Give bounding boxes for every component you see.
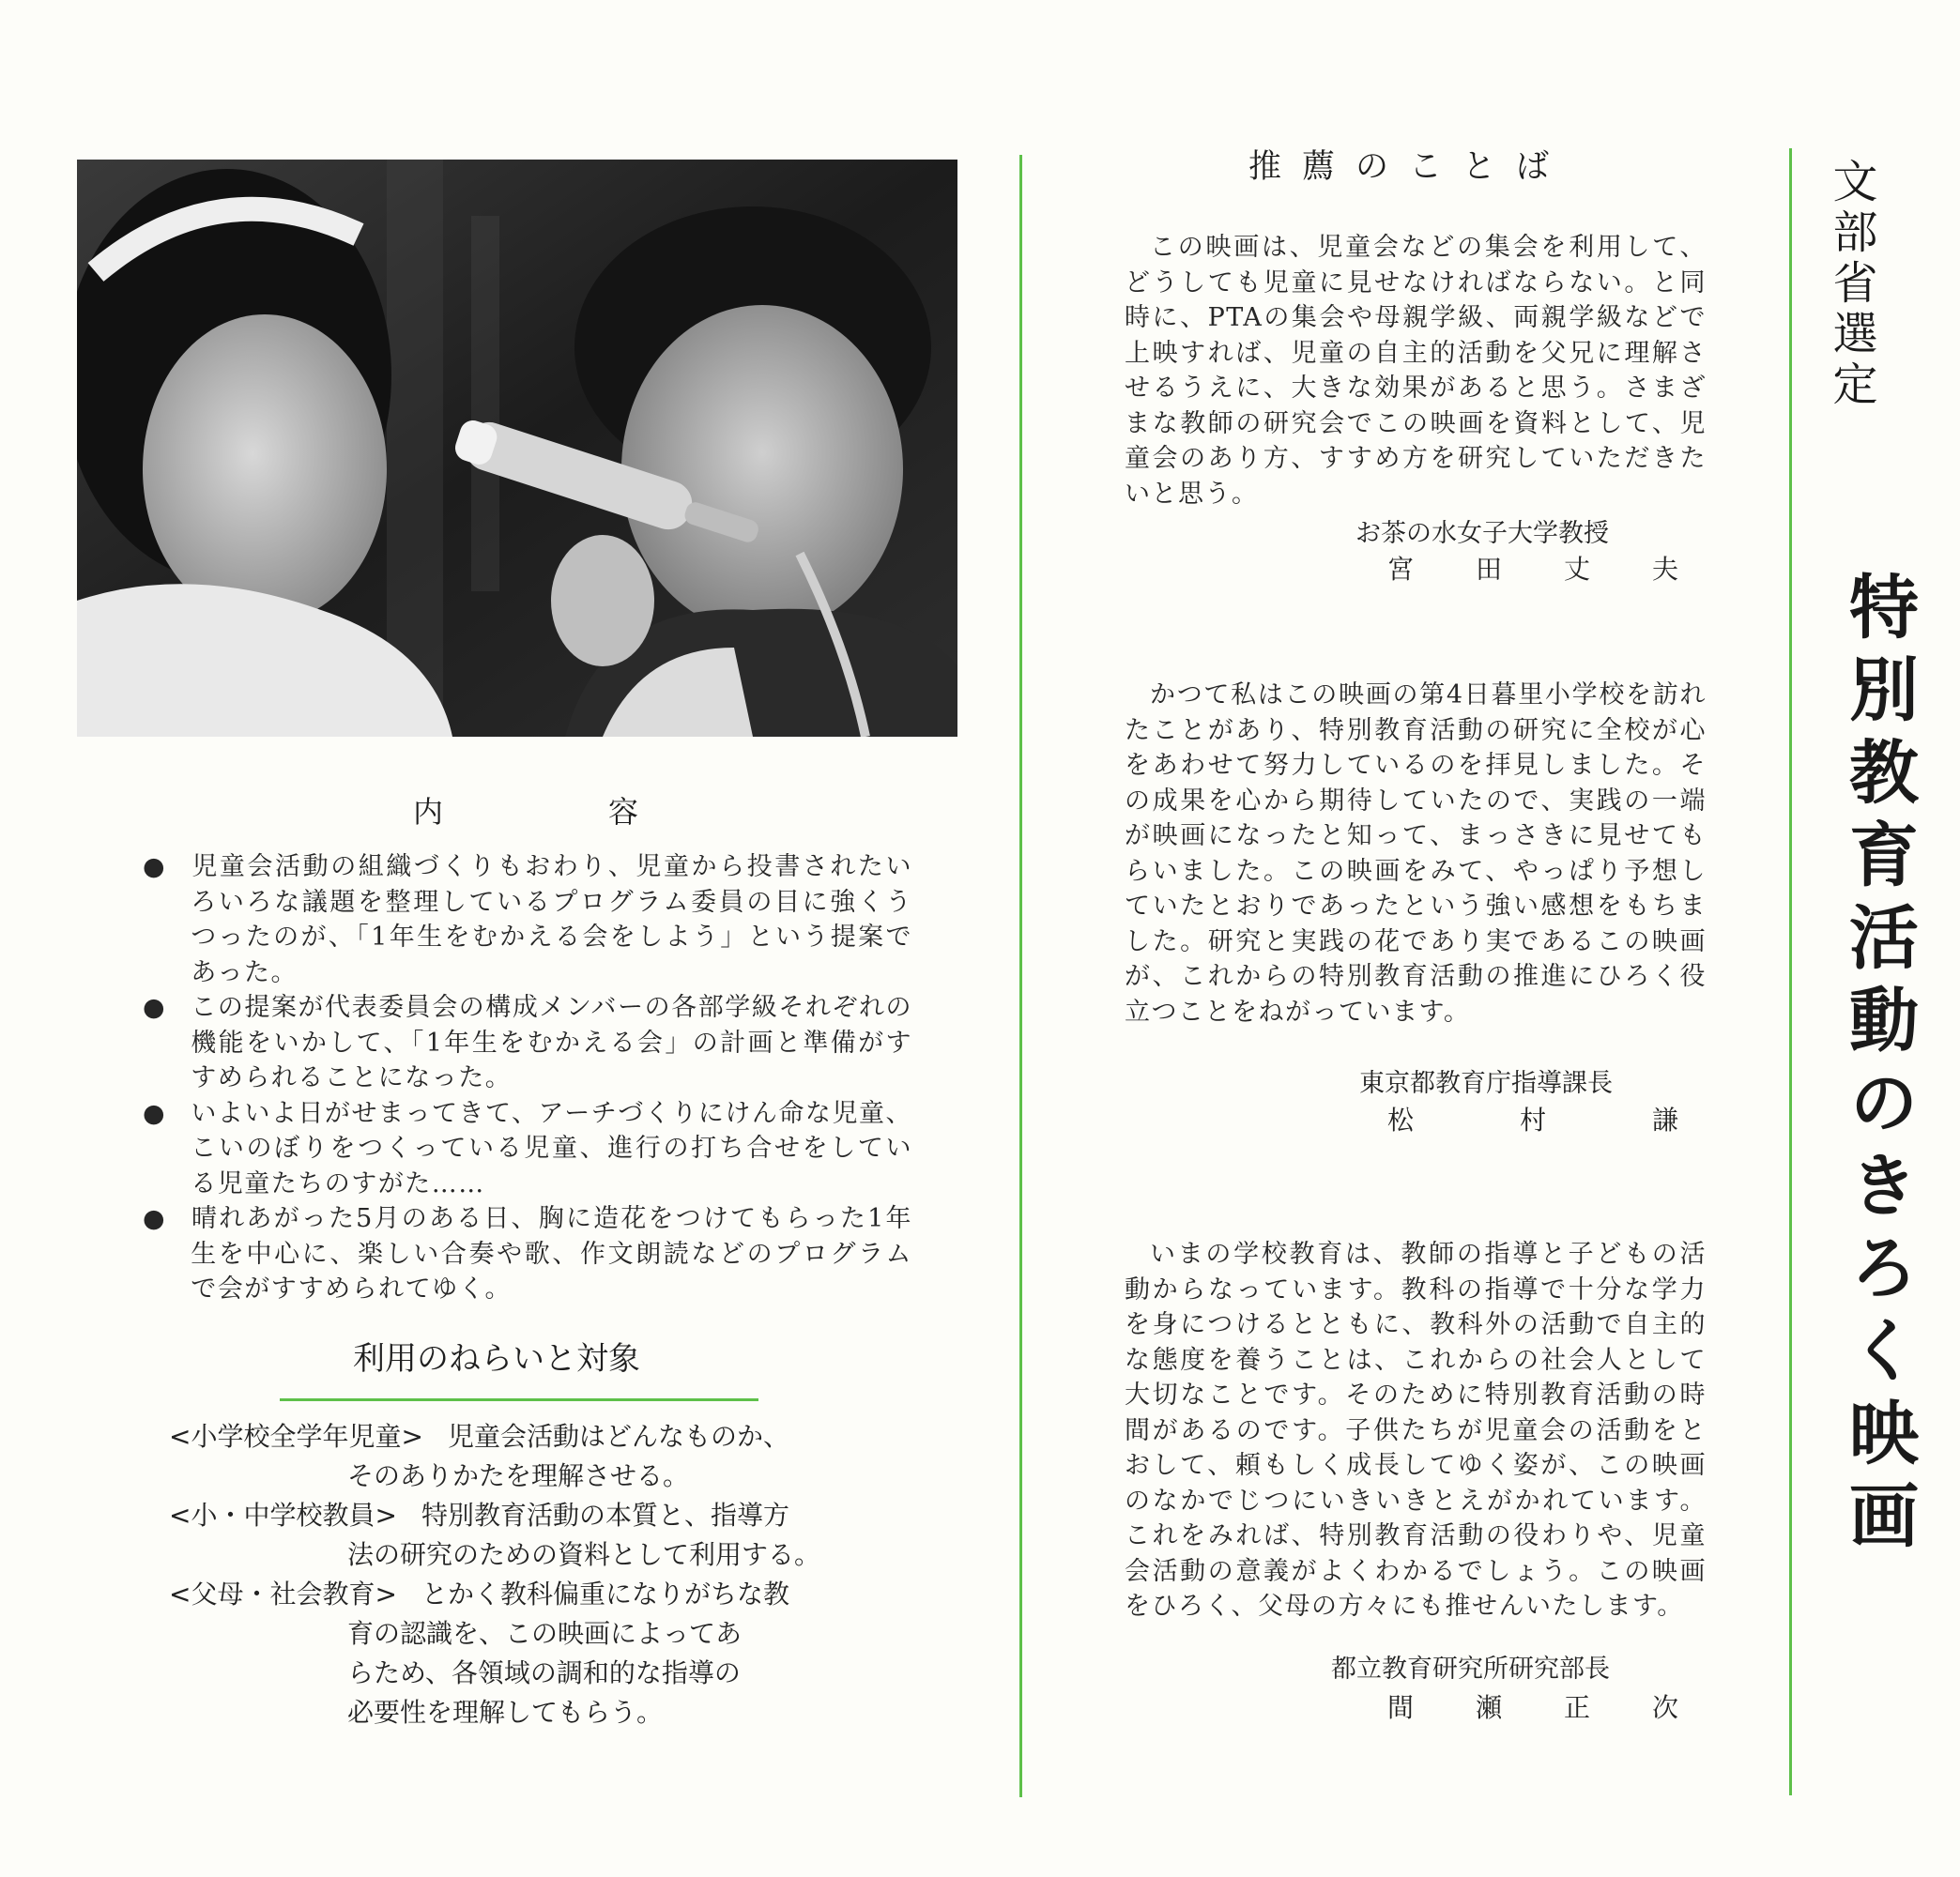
name-char: 丈: [1563, 554, 1590, 585]
content-heading-left: 内: [413, 794, 444, 830]
bullet-icon: ●: [143, 1204, 167, 1233]
recommender-title-2: 東京都教育庁指導課長: [1359, 1069, 1613, 1098]
content-item-text: 児童会活動の組織づくりもおわり、児童から投書されたいろいろな議題を整理しているプログラム委員の目に強くうつったのが、「1年生をむかえる会をしよう」という提案であった。: [191, 852, 912, 987]
bullet-icon: ●: [143, 1098, 167, 1128]
recommendation-heading: 推薦のことば: [1248, 148, 1570, 186]
recommender-title-3: 都立教育研究所研究部長: [1331, 1655, 1610, 1684]
content-item: [143, 1096, 912, 1202]
content-item: [143, 990, 912, 1096]
recommendation-text-1: この映画は、児童会などの集会を利用して、どうしても児童に見せなければならない。と同時に、PTAの集会や母親学級、両親学級などで上映すれば、児童の自主的活動を父兄に理解させるうえに、大きな効果があると思う。さまざまな教師の研究会でこの映画を資料として、児童会のあり方、すすめ方を研究していただきたいと思う。: [1125, 233, 1707, 509]
content-item-text: この提案が代表委員会の構成メンバーの各部学級それぞれの機能をいかして、「1年生をむかえる会」の計画と準備がすすめられることになった。: [191, 993, 912, 1092]
aim-target: <小学校全学年児童>: [169, 1421, 423, 1452]
recommender-name-3: [1387, 1687, 1678, 1725]
aim-desc-rest: 育の認識を、この映画によってあらため、各領域の調和的な指導の必要性を理解してもらう。: [347, 1618, 743, 1728]
aim-target: <父母・社会教育>: [169, 1579, 397, 1610]
name-char: 松: [1387, 1105, 1415, 1136]
aims-divider: [280, 1398, 758, 1401]
content-item-text: 晴れあがった5月のある日、胸に造花をつけてもらった1年生を中心に、楽しい合奏や歌、作文朗読などのプログラムで会がすすめられてゆく。: [191, 1204, 912, 1304]
aim-desc-rest: 法の研究のための資料として利用する。: [347, 1539, 821, 1570]
name-char: 謙: [1651, 1105, 1678, 1136]
bullet-icon: ●: [143, 852, 167, 881]
name-char: 田: [1475, 554, 1502, 585]
recommender-name-2: [1387, 1100, 1678, 1137]
content-item: [143, 849, 912, 990]
column-divider-left: [1019, 155, 1022, 1797]
recommendation-text-3: いまの学校教育は、教師の指導と子どもの活動からなっています。教科の指導で十分な学力を身につけるとともに、教科外の活動で自主的な態度を養うことは、これからの社会人として大切なことです。そのために特別教育活動の時間があるのです。子供たちが児童会の活動をとおして、頼もしく成長してゆく姿が、この映画のなかでじつにいきいきとえがかれています。これをみれば、特別教育活動の役わりや、児童会活動の意義がよくわかるでしょう。この映画をひろく、父母の方々にも推せんいたします。: [1125, 1240, 1707, 1621]
aim-target: <小・中学校教員>: [169, 1500, 397, 1531]
content-heading-right: 容: [607, 794, 638, 830]
content-item: [143, 1201, 912, 1307]
children-microphone-photo: [77, 160, 957, 737]
aim-desc-rest: そのありかたを理解させる。: [347, 1460, 690, 1491]
content-list: [143, 849, 912, 1307]
film-title: 特別教育活動のきろく映画: [1838, 571, 1919, 1562]
photo-illustration: [77, 160, 957, 737]
aim-item: [169, 1575, 882, 1732]
aim-item: [169, 1417, 882, 1496]
name-char: 瀬: [1475, 1692, 1502, 1723]
recommender-title-1: お茶の水女子大学教授: [1355, 519, 1609, 548]
selection-label: 文部省選定: [1825, 158, 1877, 411]
aim-desc-first: 児童会活動はどんなものか、: [447, 1421, 789, 1452]
recommender-name-1: [1387, 549, 1678, 587]
aim-desc-first: とかく教科偏重になりがちな教: [421, 1579, 789, 1610]
aims-heading: 利用のねらいと対象: [353, 1340, 640, 1378]
name-char: 宮: [1387, 554, 1415, 585]
aim-item: [169, 1496, 882, 1575]
recommendation-text-2: かつて私はこの映画の第4日暮里小学校を訪れたことがあり、特別教育活動の研究に全校が心をあわせて努力しているのを拝見しました。その成果を心から期待していたので、実践の一端が映画になったと知って、まっさきに見せてもらいました。この映画をみて、やっぱり予想していたとおりであったという強い感想をもちました。研究と実践の花であり実であるこの映画が、これからの特別教育活動の推進にひろく役立つことをねがっています。: [1125, 680, 1707, 1027]
name-char: 正: [1563, 1692, 1590, 1723]
aim-desc-first: 特別教育活動の本質と、指導方: [421, 1500, 789, 1531]
name-char: 間: [1387, 1692, 1415, 1723]
column-divider-right: [1789, 148, 1792, 1795]
content-heading: [413, 788, 638, 832]
name-char: 夫: [1651, 554, 1678, 585]
name-char: 村: [1519, 1105, 1546, 1136]
content-item-text: いよいよ日がせまってきて、アーチづくりにけん命な児童、こいのぼりをつくっている児童、進行の打ち合せをしている児童たちのすがた……: [191, 1098, 912, 1198]
aims-list: [169, 1417, 882, 1732]
name-char: 次: [1651, 1692, 1678, 1723]
bullet-icon: ●: [143, 993, 167, 1022]
